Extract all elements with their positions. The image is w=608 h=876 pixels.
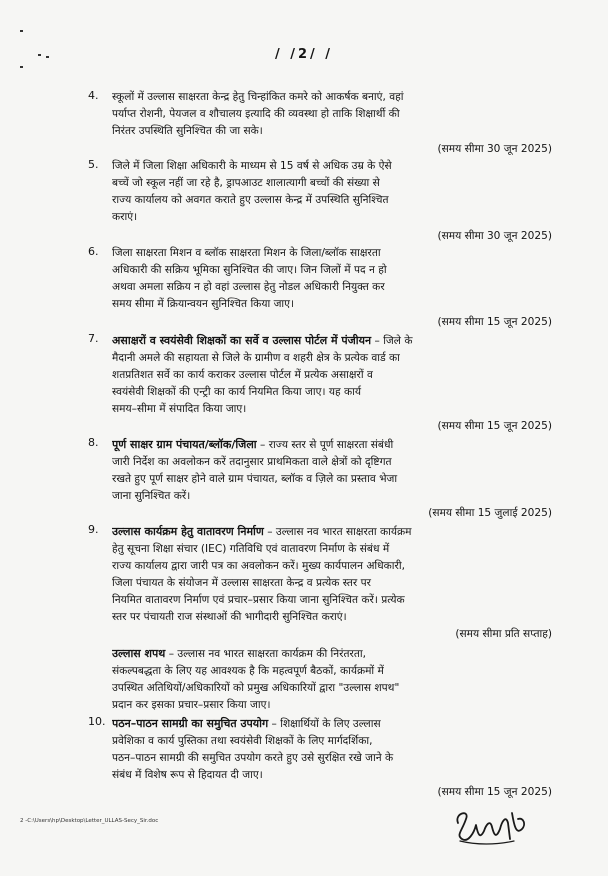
item-heading: पूर्ण साक्षर ग्राम पंचायत/ब्लॉक/जिला [112, 438, 257, 451]
item-text-line [112, 645, 552, 663]
item-number: 8. [88, 436, 99, 449]
item-heading: उल्लास कार्यक्रम हेतु वातावरण निर्माण [112, 525, 264, 538]
deadline: (समय सीमा 30 जून 2025) [437, 230, 552, 242]
item-heading: उल्लास शपथ [112, 647, 166, 660]
item-text-line: स्कूलों में उल्लास साक्षरता केन्द्र हेतु चिन्हांकित कमरे को आकर्षक बनाएं, वहां [112, 91, 404, 103]
item-text-line: प्रवेशिका व कार्य पुस्तिका तथा स्वयंसेवी शिक्षकों के लिए मार्गदर्शिका, [112, 735, 373, 747]
item-text-line: जिले में जिला शिक्षा अधिकारी के माध्यम से 15 वर्ष से अधिक उम्र के ऐसे [112, 160, 392, 172]
item-text-line: उपस्थित अतिथियों/अधिकारियों को प्रमुख अधिकारियों द्वारा "उल्लास शपथ" [112, 682, 400, 694]
scan-speck [20, 66, 23, 68]
item-text-line: पर्याप्त रोशनी, पेयजल व शौचालय इत्यादि की व्यवस्था हो ताकि शिक्षार्थी की [112, 108, 400, 120]
item-text-line: बच्चें जो स्कूल नहीं जा रहे है, ड्रापआउट शालात्यागी बच्चों की संख्या से [112, 177, 380, 189]
item-4 [88, 89, 552, 140]
deadline: (समय सीमा 15 जुलाई 2025) [428, 507, 552, 519]
item-5 [88, 158, 552, 226]
item-text-line: संबंध में विशेष रूप से हिदायत दी जाए। [112, 769, 263, 781]
item-number: 4. [88, 89, 99, 102]
item-text-line: हेतु सूचना शिक्षा संचार (IEC) गतिविधि एवं वातावरण निर्माण के संबंध में [112, 543, 390, 555]
item-text-line: संकल्पबद्धता के लिए यह आवश्यक है कि महत्वपूर्ण बैठकों, कार्यक्रमों में [112, 665, 384, 677]
item-number: 9. [88, 523, 99, 536]
item-text-line: पठन–पाठन सामग्री की समुचित उपयोग करते हुए उसे सुरक्षित रखे जाने के [112, 752, 394, 764]
item-text-line: मैदानी अमले की सहायता से जिले के ग्रामीण व शहरी क्षेत्र के प्रत्येक वार्ड का [112, 352, 400, 364]
deadline: (समय सीमा 30 जून 2025) [437, 143, 552, 155]
item-heading-rest: – शिक्षार्थियों के लिए उल्लास [268, 718, 381, 730]
item-heading-rest: – उल्लास नव भारत साक्षरता कार्यक्रम की निरंतरता, [165, 648, 367, 660]
item-text-line [112, 332, 552, 350]
item-heading: असाक्षरों व स्वयंसेवी शिक्षकों का सर्वे व उल्लास पोर्टल में पंजीयन [112, 334, 372, 347]
item-heading-rest: – उल्लास नव भारत साक्षरता कार्यक्रम [263, 526, 412, 538]
deadline: (समय सीमा 15 जून 2025) [437, 420, 552, 432]
item-text-line: स्तर पर पंचायती राज संस्थाओं की भागीदारी सुनिश्चित कराएं। [112, 611, 347, 623]
item-text-line: प्रदान कर इसका प्रचार–प्रसार किया जाए। [112, 699, 271, 711]
item-ullas-shapath [112, 645, 552, 714]
item-6 [88, 245, 552, 313]
item-text-line: जिला पंचायत के संयोजन में उल्लास साक्षरता केन्द्र व प्रत्येक स्तर पर [112, 577, 371, 589]
item-text-line [112, 523, 552, 541]
item-8 [88, 436, 552, 505]
item-text-line: राज्य कार्यालय को अवगत कराते हुए उल्लास केन्द्र में उपस्थिति सुनिश्चित [112, 194, 389, 206]
item-number: 6. [88, 245, 99, 258]
item-text-line: अधिकारी की सक्रिय भूमिका सुनिश्चित की जाए। जिन जिलों में पद न हो [112, 264, 387, 276]
item-text-line: शतप्रतिशत सर्वे का कार्य कराकर उल्लास पोर्टल में प्रत्येक असाक्षरों व [112, 369, 373, 381]
item-heading-rest: – जिले के [371, 335, 413, 347]
item-7 [88, 332, 552, 418]
item-heading: पठन–पाठन सामग्री का समुचित उपयोग [112, 717, 269, 730]
item-9 [88, 523, 552, 626]
item-text-line: अथवा अमला सक्रिय न हो वहां उल्लास हेतु नोडल अधिकारी नियुक्त कर [112, 281, 385, 293]
deadline: (समय सीमा 15 जून 2025) [437, 786, 552, 798]
item-number: 7. [88, 332, 99, 345]
item-number: 5. [88, 158, 99, 171]
item-text-line: कराएं। [112, 211, 138, 223]
page-number-header: / /2/ / [274, 47, 334, 62]
item-number: 10. [88, 715, 106, 728]
item-text-line [112, 436, 552, 454]
item-text-line: राज्य कार्यालय द्वारा जारी पत्र का अवलोकन करें। मुख्य कार्यपालन अधिकारी, [112, 560, 405, 572]
item-text-line: जिला साक्षरता मिशन व ब्लॉक साक्षरता मिशन के जिला/ब्लॉक साक्षरता [112, 247, 381, 259]
item-text-line: जारी निर्देश का अवलोकन करें तदानुसार प्राथमिकता वाले क्षेत्रों को दृष्टिगत [112, 456, 392, 468]
item-text-line: निरंतर उपस्थिति सुनिश्चित की जा सके। [112, 125, 263, 137]
item-text-line: जाना सुनिश्चित करें। [112, 490, 191, 502]
item-text-line [112, 715, 552, 733]
deadline: (समय सीमा 15 जून 2025) [437, 316, 552, 328]
file-path-footer: 2 -C:\Users\hp\Desktop\Letter_ULLAS-Secy_Sir.doc [20, 818, 159, 824]
item-text-line: रखते हुए पूर्ण साक्षर होने वाले ग्राम पंचायत, ब्लॉक व ज़िले का प्रस्ताव भेजा [112, 473, 398, 485]
item-text-line: समय–सीमा में संपादित किया जाए। [112, 403, 247, 415]
scan-speck [20, 30, 23, 32]
item-heading-rest: – राज्य स्तर से पूर्ण साक्षरता संबंधी [256, 439, 394, 451]
signature [452, 805, 530, 849]
item-10 [88, 715, 552, 784]
deadline: (समय सीमा प्रति सप्ताह) [455, 628, 552, 640]
item-text-line: समय सीमा में क्रियान्वयन सुनिश्चित किया जाए। [112, 298, 295, 310]
item-text-line: स्वयंसेवी शिक्षकों की एन्ट्री का कार्य नियमित किया जाए। यह कार्य [112, 386, 362, 398]
item-text-line: नियमित वातावरण निर्माण एवं प्रचार–प्रसार किया जाना सुनिश्चित करें। प्रत्येक [112, 594, 405, 606]
